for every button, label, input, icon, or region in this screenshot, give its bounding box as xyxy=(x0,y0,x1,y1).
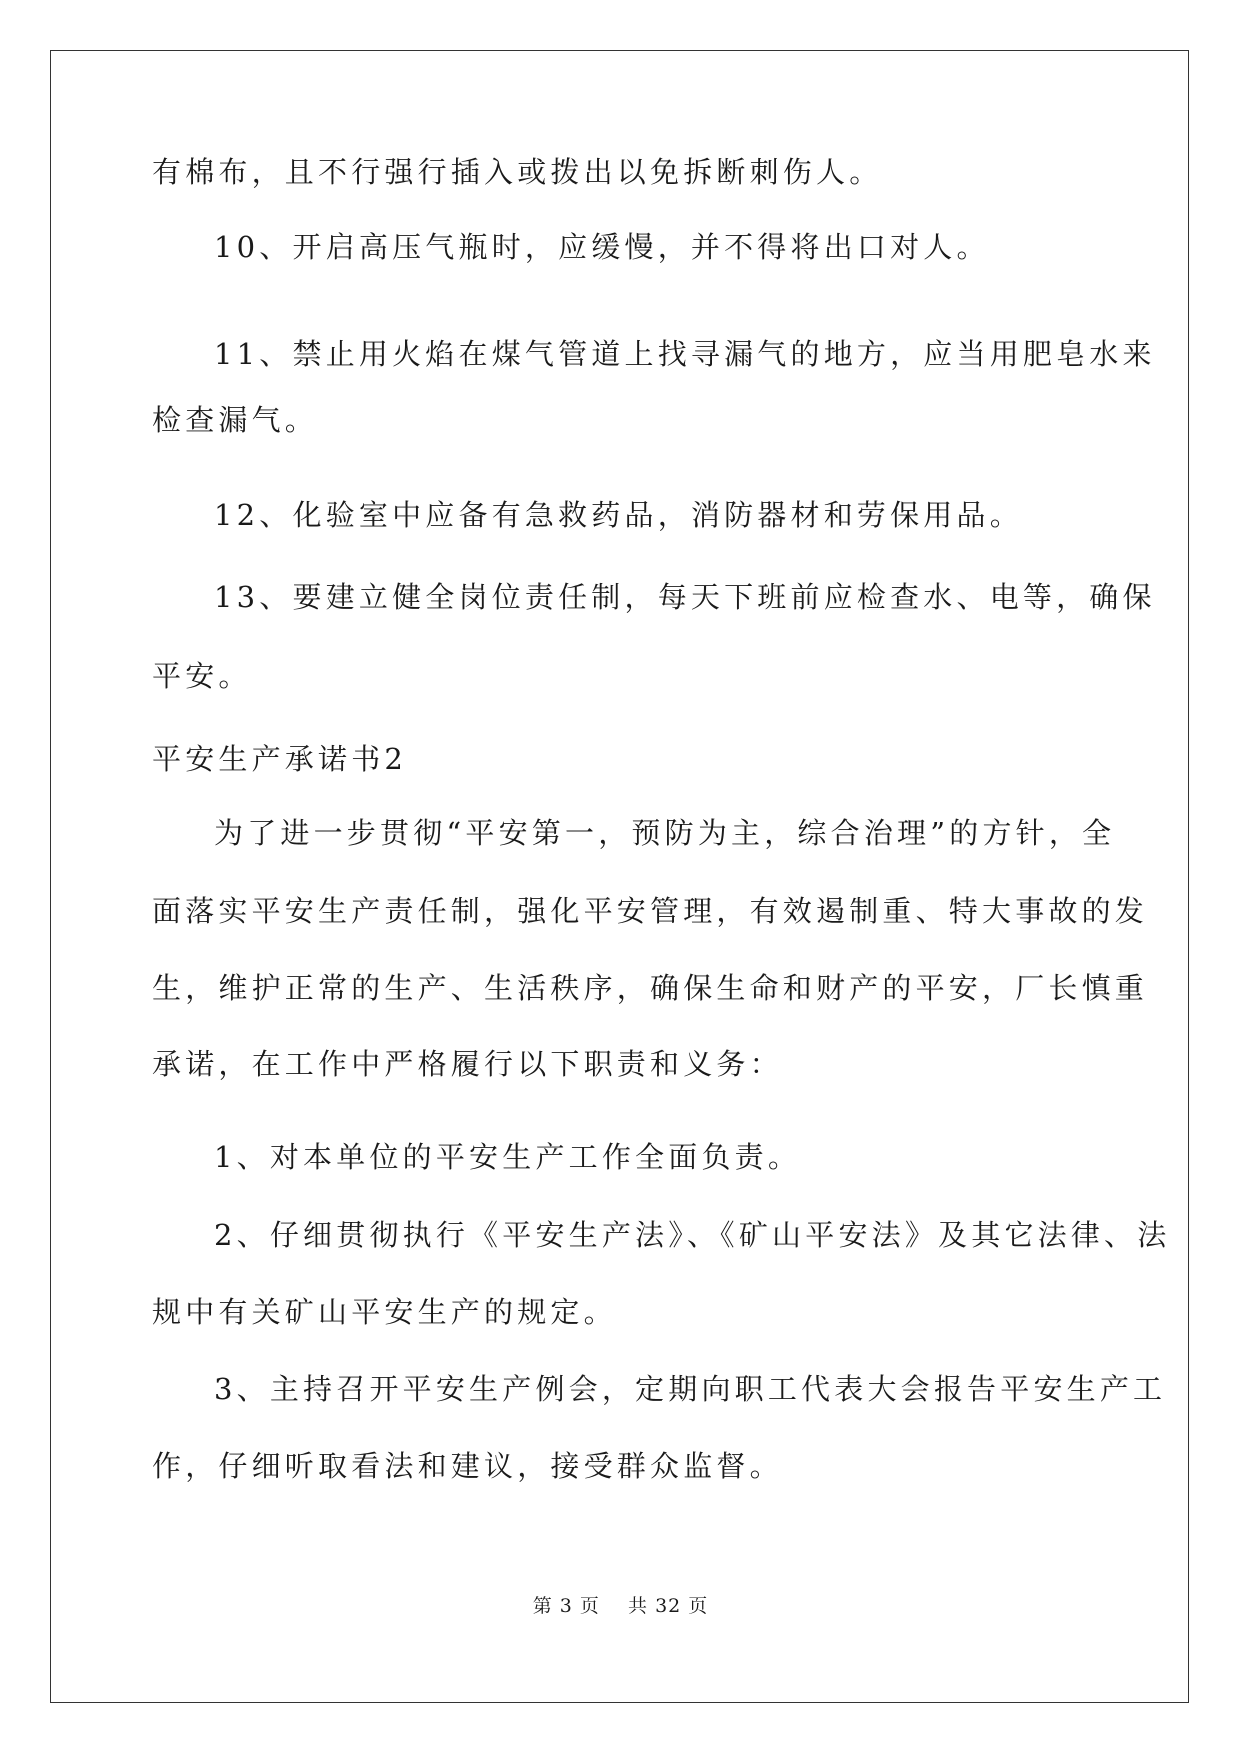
text-line: 10、开启高压气瓶时，应缓慢，并不得将出口对人。 xyxy=(214,230,990,264)
text-line: 生，维护正常的生产、生活秩序，确保生命和财产的平安，厂长慎重 xyxy=(152,971,1149,1005)
text-line: 承诺，在工作中严格履行以下职责和义务： xyxy=(152,1047,783,1081)
text-line: 检查漏气。 xyxy=(152,403,319,437)
text-line: 12、化验室中应备有急救药品，消防器材和劳保用品。 xyxy=(214,498,1023,532)
text-line: 1、对本单位的平安生产工作全面负责。 xyxy=(214,1140,802,1174)
text-line: 13、要建立健全岗位责任制，每天下班前应检查水、电等，确保 xyxy=(214,580,1156,614)
text-line: 平安。 xyxy=(152,659,252,693)
page-number-footer: 第 3 页 共 32 页 xyxy=(532,1595,709,1617)
text-line: 3、主持召开平安生产例会，定期向职工代表大会报告平安生产工 xyxy=(214,1372,1167,1406)
text-line: 作，仔细听取看法和建议，接受群众监督。 xyxy=(152,1449,783,1483)
text-line: 2、仔细贯彻执行《平安生产法》、《矿山平安法》及其它法律、法 xyxy=(214,1218,1171,1252)
text-line: 规中有关矿山平安生产的规定。 xyxy=(152,1295,617,1329)
text-line: 有棉布，且不行强行插入或拨出以免拆断刺伤人。 xyxy=(152,155,883,189)
section-heading: 平安生产承诺书2 xyxy=(152,742,408,776)
text-line: 面落实平安生产责任制，强化平安管理，有效遏制重、特大事故的发 xyxy=(152,894,1149,928)
text-line: 11、禁止用火焰在煤气管道上找寻漏气的地方，应当用肥皂水来 xyxy=(214,337,1156,371)
text-line: 为了进一步贯彻“平安第一，预防为主，综合治理”的方针，全 xyxy=(214,816,1116,850)
